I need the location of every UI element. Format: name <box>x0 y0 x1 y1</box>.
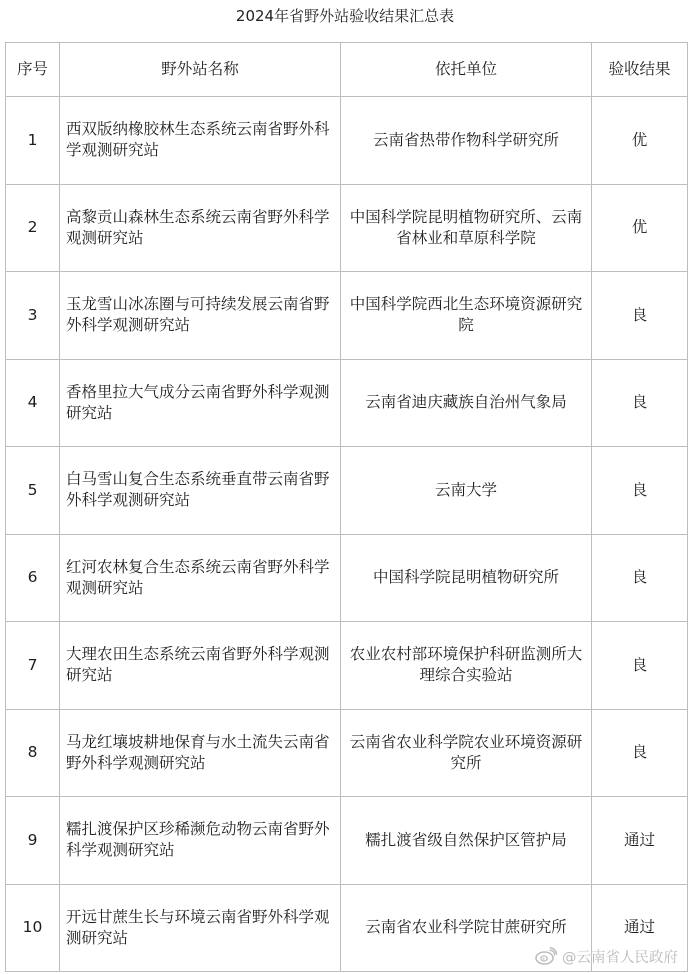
cell-result: 良 <box>592 622 688 710</box>
cell-result: 良 <box>592 709 688 797</box>
table-row <box>6 447 688 535</box>
cell-host-unit: 农业农村部环境保护科研监测所大理综合实验站 <box>341 622 592 710</box>
cell-host-unit: 糯扎渡省级自然保护区管护局 <box>341 797 592 885</box>
cell-station-name: 马龙红壤坡耕地保育与水土流失云南省野外科学观测研究站 <box>60 709 341 797</box>
cell-station-name: 香格里拉大气成分云南省野外科学观测研究站 <box>60 359 341 447</box>
cell-index: 10 <box>6 884 60 972</box>
header-index: 序号 <box>6 43 60 97</box>
cell-index: 8 <box>6 709 60 797</box>
cell-index: 5 <box>6 447 60 535</box>
cell-result: 良 <box>592 272 688 360</box>
cell-index: 1 <box>6 97 60 185</box>
cell-host-unit: 云南省农业科学院甘蔗研究所 <box>341 884 592 972</box>
cell-station-name: 大理农田生态系统云南省野外科学观测研究站 <box>60 622 341 710</box>
table-header-row <box>6 43 688 97</box>
cell-index: 3 <box>6 272 60 360</box>
cell-station-name: 高黎贡山森林生态系统云南省野外科学观测研究站 <box>60 184 341 272</box>
cell-station-name: 红河农林复合生态系统云南省野外科学观测研究站 <box>60 534 341 622</box>
cell-result: 通过 <box>592 884 688 972</box>
cell-station-name: 糯扎渡保护区珍稀濒危动物云南省野外科学观测研究站 <box>60 797 341 885</box>
cell-index: 4 <box>6 359 60 447</box>
page-title: 2024年省野外站验收结果汇总表 <box>235 7 455 25</box>
cell-station-name: 玉龙雪山冰冻圈与可持续发展云南省野外科学观测研究站 <box>60 272 341 360</box>
cell-index: 7 <box>6 622 60 710</box>
watermark-text: @云南省人民政府 <box>562 949 678 966</box>
cell-index: 9 <box>6 797 60 885</box>
header-result: 验收结果 <box>592 43 688 97</box>
table-row <box>6 184 688 272</box>
header-station-name: 野外站名称 <box>60 43 341 97</box>
results-table <box>5 42 688 972</box>
table-row <box>6 97 688 185</box>
cell-result: 良 <box>592 359 688 447</box>
table-row <box>6 709 688 797</box>
cell-host-unit: 云南大学 <box>341 447 592 535</box>
cell-result: 良 <box>592 447 688 535</box>
cell-result: 良 <box>592 534 688 622</box>
table-row <box>6 797 688 885</box>
cell-host-unit: 云南省迪庆藏族自治州气象局 <box>341 359 592 447</box>
cell-host-unit: 中国科学院西北生态环境资源研究院 <box>341 272 592 360</box>
table-row <box>6 622 688 710</box>
cell-result: 优 <box>592 184 688 272</box>
cell-host-unit: 云南省农业科学院农业环境资源研究所 <box>341 709 592 797</box>
cell-result: 优 <box>592 97 688 185</box>
cell-index: 2 <box>6 184 60 272</box>
table-row <box>6 534 688 622</box>
cell-station-name: 开远甘蔗生长与环境云南省野外科学观测研究站 <box>60 884 341 972</box>
cell-station-name: 西双版纳橡胶林生态系统云南省野外科学观测研究站 <box>60 97 341 185</box>
cell-station-name: 白马雪山复合生态系统垂直带云南省野外科学观测研究站 <box>60 447 341 535</box>
header-host-unit: 依托单位 <box>341 43 592 97</box>
cell-result: 通过 <box>592 797 688 885</box>
cell-host-unit: 中国科学院昆明植物研究所、云南省林业和草原科学院 <box>341 184 592 272</box>
source-watermark <box>535 943 678 969</box>
weibo-icon <box>535 947 557 965</box>
cell-host-unit: 中国科学院昆明植物研究所 <box>341 534 592 622</box>
table-row <box>6 272 688 360</box>
cell-host-unit: 云南省热带作物科学研究所 <box>341 97 592 185</box>
cell-index: 6 <box>6 534 60 622</box>
table-row <box>6 359 688 447</box>
